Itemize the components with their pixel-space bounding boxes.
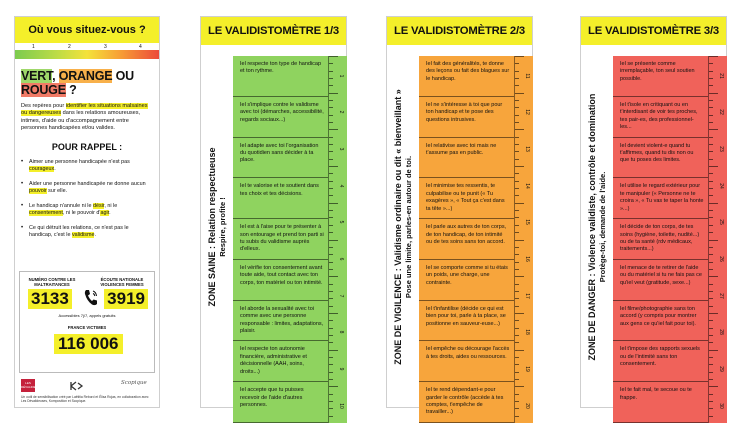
- headline-green: VERT: [21, 69, 53, 83]
- ruler-tick: [709, 372, 713, 373]
- intro-paragraph: [15, 101, 159, 134]
- ruler-tick: [709, 188, 713, 189]
- ruler-tick: [329, 372, 333, 373]
- ruler-tick: [329, 262, 333, 263]
- ruler-number: 29: [718, 366, 724, 372]
- ruler-tick: [515, 313, 524, 314]
- headline-end: ?: [65, 83, 77, 97]
- highlighted-text: courageux: [29, 166, 55, 173]
- validistometre-item: Iel aborde la sexualité avec toi comme avec une personne responsable : limites, adaptations, plaisir.: [233, 301, 328, 342]
- scale-number: 2: [68, 44, 71, 50]
- ruler-tick: [515, 401, 519, 402]
- text-segment: Aider une personne handicapée ne donne aucun: [29, 181, 146, 188]
- ruler-number: 2: [338, 110, 344, 114]
- ruler-tick: [329, 379, 333, 380]
- ruler-tick: [329, 225, 333, 226]
- text-segment: dans les relations amoureuses, intimes, d'aide ou d'accompagnement entre personnes handicapées et/ou valides.: [21, 110, 141, 131]
- ruler-tick: [709, 137, 713, 138]
- ruler-tick: [515, 254, 519, 255]
- ruler-tick: [515, 107, 519, 108]
- ruler-tick: [329, 63, 333, 64]
- text-segment: .: [109, 210, 111, 217]
- ruler-tick: [329, 107, 333, 108]
- validistometre-item: Iel adapte avec toi l'organisation du quotidien sans décider à ta place.: [233, 138, 328, 179]
- intro-card: [14, 16, 160, 408]
- highlighted-text: identifier les situations malsaines ou dangereuses: [21, 103, 148, 117]
- ruler-tick: [329, 181, 333, 182]
- ruler-tick: [329, 408, 333, 409]
- ruler-number: 1: [338, 74, 344, 77]
- text-segment: sur elle.: [46, 188, 68, 195]
- ruler-tick: [515, 217, 519, 218]
- ruler-tick: [709, 78, 713, 79]
- ruler-tick: [515, 306, 519, 307]
- ruler-number: 30: [718, 403, 724, 409]
- ruler-tick: [709, 122, 713, 123]
- ruler-tick: [515, 291, 519, 292]
- ruler-tick: [709, 379, 713, 380]
- ruler-tick: [329, 328, 333, 329]
- ruler-tick: [329, 159, 333, 160]
- ruler-number: 14: [524, 182, 530, 189]
- ruler-number: 15: [524, 219, 530, 226]
- ruler-tick: [329, 166, 338, 167]
- headline-red: ROUGE: [21, 83, 66, 97]
- ruler-number: 3: [338, 147, 344, 151]
- validistometre-item: Iel parle aux autres de ton corps, de ton handicap, de ton intimité ou de tes soins sans ton accord.: [419, 219, 514, 260]
- panel-title: LE VALIDISTOMÈTRE 3/3: [581, 17, 726, 45]
- ruler-tick: [709, 159, 713, 160]
- ruler-tick: [709, 262, 713, 263]
- ruler-number: 27: [718, 292, 724, 299]
- ruler-tick: [515, 408, 519, 409]
- validistometre-item: Iel fait des généralités, te donne des leçons ou fait des blagues sur le handicap.: [419, 56, 514, 97]
- validistometre-item: Iel respecte ton type de handicap et ton rythme.: [233, 56, 328, 97]
- ruler-tick: [515, 386, 524, 387]
- ruler-tick: [515, 328, 519, 329]
- ruler-tick: [329, 100, 333, 101]
- ruler-tick: [709, 56, 718, 57]
- ruler-tick: [709, 416, 713, 417]
- ruler-tick: [515, 372, 519, 373]
- scale-number: 3: [104, 44, 107, 50]
- zone-label: [581, 45, 613, 409]
- phone-icon: [83, 288, 99, 308]
- ruler-number: 12: [524, 109, 530, 115]
- helpline-box: [19, 271, 155, 373]
- ruler-tick: [515, 342, 519, 343]
- validistometre-item: Iel s'implique contre le validisme avec toi (démarches, accessibilité, regards sociaux...): [233, 97, 328, 138]
- ruler-number: 25: [718, 219, 724, 226]
- highlighted-text: désir: [92, 203, 105, 210]
- ruler-tick: [329, 78, 333, 79]
- highlighted-text: pouvoir: [29, 188, 47, 195]
- ruler-tick: [709, 254, 713, 255]
- ruler-tick: [515, 181, 519, 182]
- devalideuses-logo: LES DÉVALIDEUSES: [21, 379, 35, 392]
- ruler-tick: [329, 56, 338, 57]
- color-gradient-bar: [15, 50, 159, 59]
- text-segment: Le handicap n'annule ni le: [29, 203, 93, 210]
- ruler-tick: [329, 335, 333, 336]
- ruler-tick: [709, 232, 713, 233]
- validistometre-item: Iel accepte que tu puisses recevoir de l'aide d'autres personnes.: [233, 382, 328, 423]
- ruler-tick: [709, 291, 713, 292]
- ruler-tick: [709, 93, 718, 94]
- ruler-tick: [709, 195, 713, 196]
- ruler-tick: [329, 298, 333, 299]
- ruler-tick: [515, 159, 519, 160]
- ruler-number: 10: [338, 403, 344, 409]
- ruler-number: 22: [718, 109, 724, 115]
- intro-title: Où vous situez-vous ?: [15, 17, 159, 43]
- ruler-tick: [329, 284, 333, 285]
- highlighted-text: agir: [100, 210, 110, 217]
- ruler-tick: [709, 166, 718, 167]
- validistometre-item: Iel filme/photographie sans ton accord (y compris pour montrer aux gens ce qu'iel fait pour toi).: [613, 301, 708, 342]
- validistometre-item: Iel empêche ou décourage l'accès à tes droits, aides ou ressources.: [419, 341, 514, 382]
- ruler-tick: [329, 210, 333, 211]
- validistometre-item: Iel décide de ton corps, de tes soins (hygiène, toilette, nudité...) ou de ta santé (rdv médicaux, traitements...): [613, 219, 708, 260]
- ruler-tick: [329, 173, 333, 174]
- ruler-tick: [515, 269, 519, 270]
- ruler-tick: [515, 173, 519, 174]
- zone-subtitle: Respire, profite !: [218, 197, 227, 257]
- ruler-tick: [329, 269, 333, 270]
- validistometre-item: Iel te fait mal, te secoue ou te frappe.: [613, 382, 708, 423]
- rappel-item: [21, 225, 153, 239]
- scopique-logo: Scopique: [121, 380, 147, 386]
- ruler-tick: [709, 306, 713, 307]
- ruler-tick: [709, 350, 718, 351]
- zone-subtitle: Protège-toi, demande de l'aide.: [598, 171, 607, 283]
- ruler-number: 16: [524, 256, 530, 262]
- ruler-tick: [709, 85, 713, 86]
- panel-title: LE VALIDISTOMÈTRE 2/3: [387, 17, 532, 45]
- validistometre-item: Iel t'impose des rapports sexuels ou de l'intimité sans ton consentement.: [613, 341, 708, 382]
- text-segment: Aimer une personne handicapée n'est pas: [29, 159, 130, 166]
- ruler-tick: [709, 364, 713, 365]
- ruler-tick: [515, 93, 524, 94]
- ruler-tick: [709, 401, 713, 402]
- text-segment: .: [54, 166, 56, 173]
- ruler-tick: [515, 166, 524, 167]
- credit-text: Un outil de sensibilisation créé par Laëtitia Rebord et Élisa Rojas, en collaboration avec Les Dévalideuses, Komposition et Scopique.: [21, 395, 149, 404]
- zone-label: [201, 45, 233, 409]
- scale-number: 1: [32, 44, 35, 50]
- validistometre-panel-3: [580, 16, 727, 408]
- validistometre-item: Iel relativise avec toi mais ne t'assume pas en public.: [419, 138, 514, 179]
- zone-label: [387, 45, 419, 409]
- ruler-number: 11: [524, 72, 530, 79]
- ruler-tick: [709, 100, 713, 101]
- ruler-tick: [329, 401, 333, 402]
- ruler-tick: [709, 115, 713, 116]
- ruler-tick: [709, 225, 713, 226]
- items-column: [613, 56, 708, 423]
- ruler-tick: [329, 240, 338, 241]
- ruler-tick: [329, 254, 333, 255]
- ruler-tick: [329, 313, 338, 314]
- zone-title: ZONE DE DANGER : Violence validiste, contrôle et domination: [587, 93, 597, 361]
- ruler-tick: [329, 386, 338, 387]
- ruler-number: 17: [524, 292, 530, 299]
- ruler-tick: [709, 342, 713, 343]
- ruler-tick: [515, 56, 524, 57]
- ruler-tick: [329, 151, 333, 152]
- ruler-number: 28: [718, 329, 724, 336]
- zone-title: ZONE DE VIGILENCE : Validisme ordinaire ou dit « bienveillant »: [393, 89, 403, 365]
- ruler-tick: [329, 416, 333, 417]
- ruler-tick: [709, 284, 713, 285]
- ruler-tick: [329, 85, 333, 86]
- ruler-tick: [515, 115, 519, 116]
- validistometre-item: Iel est à l'aise pour te présenter à son entourage et prend ton parti si tu subis du validisme auprès d'elleux.: [233, 219, 328, 260]
- validistometre-item: Iel vérifie ton consentement avant toute aide, tout contact avec ton corps, ton matériel ou ton intimité.: [233, 260, 328, 301]
- ruler-tick: [515, 78, 519, 79]
- items-column: [233, 56, 328, 423]
- ruler-tick: [709, 394, 713, 395]
- ruler-tick: [515, 240, 524, 241]
- ruler-tick: [709, 408, 713, 409]
- ruler-number: 6: [338, 257, 344, 261]
- partner-logos: [21, 379, 153, 393]
- ruler-tick: [329, 306, 333, 307]
- ruler-number: 4: [338, 184, 344, 187]
- ruler-tick: [515, 144, 519, 145]
- ruler-tick: [515, 225, 519, 226]
- rappel-title: POUR RAPPEL :: [51, 142, 123, 153]
- validistometre-panel-2: [386, 16, 533, 416]
- ruler-tick: [709, 313, 718, 314]
- ruler-tick: [515, 416, 519, 417]
- ruler-tick: [329, 129, 338, 130]
- ruler-tick: [709, 71, 713, 72]
- validistometre-item: Iel devient violent-e quand tu t'affirmes, quand tu dis non ou que tu poses des limites.: [613, 138, 708, 179]
- ruler-tick: [329, 291, 333, 292]
- ruler-tick: [709, 298, 713, 299]
- ruler-tick: [329, 217, 333, 218]
- ruler-number: 8: [338, 331, 344, 334]
- scale-number: 4: [139, 44, 142, 50]
- ruler-number: 18: [524, 329, 530, 336]
- ruler: [328, 56, 347, 423]
- ruler-tick: [709, 357, 713, 358]
- text-segment: .: [94, 232, 96, 239]
- ruler-tick: [709, 386, 718, 387]
- ruler-number: 5: [338, 220, 344, 224]
- ruler-tick: [329, 357, 333, 358]
- ruler-tick: [515, 364, 519, 365]
- validistometre-item: Iel respecte ton autonomie financière, administrative et décisionnelle (AAH, soins, droits...): [233, 341, 328, 382]
- ruler-tick: [515, 151, 519, 152]
- ruler-tick: [329, 276, 338, 277]
- ruler-tick: [515, 195, 519, 196]
- ruler-tick: [709, 276, 718, 277]
- ruler-tick: [709, 129, 718, 130]
- ruler-tick: [515, 350, 524, 351]
- highlighted-text: validisme: [71, 232, 95, 239]
- ruler-tick: [515, 210, 519, 211]
- ruler-number: 23: [718, 146, 724, 152]
- headline-sep: ,: [52, 69, 59, 83]
- ruler-tick: [329, 342, 333, 343]
- ruler-tick: [515, 379, 519, 380]
- helpline-label: ÉCOUTE NATIONALE VIOLENCES FEMMES: [100, 277, 144, 288]
- ruler-tick: [329, 203, 338, 204]
- ruler-tick: [329, 144, 333, 145]
- ruler-tick: [329, 247, 333, 248]
- ruler-tick: [709, 203, 718, 204]
- ruler-tick: [515, 203, 524, 204]
- ruler-tick: [515, 63, 519, 64]
- ruler-tick: [515, 232, 519, 233]
- ruler-tick: [329, 320, 333, 321]
- ruler-tick: [709, 181, 713, 182]
- ruler-number: 26: [718, 256, 724, 262]
- ruler-tick: [709, 173, 713, 174]
- rappel-item: [21, 203, 153, 217]
- validistometre-item: Iel se comporte comme si tu étais un poids, une charge, une contrainte.: [419, 260, 514, 301]
- validistometre-panel-1: [200, 16, 347, 408]
- ruler-tick: [515, 276, 524, 277]
- text-segment: Des repères pour: [21, 103, 66, 109]
- helpline-number[interactable]: 3133: [28, 289, 72, 309]
- ruler-tick: [709, 151, 713, 152]
- validistometre-item: Iel ne s'intéresse à toi que pour ton handicap et te pose des questions intrusives.: [419, 97, 514, 138]
- ruler: [514, 56, 533, 423]
- ruler-tick: [329, 115, 333, 116]
- ruler-tick: [329, 188, 333, 189]
- ruler-tick: [515, 335, 519, 336]
- text-segment: , ni le pouvoir d': [62, 210, 101, 217]
- text-segment: , ni le: [104, 203, 118, 210]
- helpline-number[interactable]: 3919: [104, 289, 148, 309]
- rappel-item: [21, 181, 153, 195]
- validistometre-item: Iel t'isole en critiquant ou en t'interdisant de voir tes proches, tes pair-es, des professionnel-les...: [613, 97, 708, 138]
- ruler-number: 9: [338, 367, 344, 371]
- zone-subtitle: Pose une limite, parles-en autour de toi.: [404, 155, 413, 299]
- ruler-number: 24: [718, 182, 724, 189]
- ruler-tick: [709, 63, 713, 64]
- ruler-tick: [709, 240, 718, 241]
- ruler-tick: [329, 122, 333, 123]
- ruler-tick: [515, 262, 519, 263]
- ruler-tick: [709, 335, 713, 336]
- ruler-tick: [515, 129, 524, 130]
- validistometre-item: Iel minimise tes ressentis, te culpabilise ou te punit (« Tu exagères », « Tout ça c'est dans ta tête »...): [419, 178, 514, 219]
- ruler-tick: [709, 107, 713, 108]
- items-column: [419, 56, 514, 423]
- highlighted-text: consentement: [29, 210, 63, 217]
- rappel-item: [21, 159, 153, 173]
- validistometre-item: Iel te valorise et te soutient dans tes choix et tes décisions.: [233, 178, 328, 219]
- validistometre-item: Iel menace de te retirer de l'aide ou du matériel si tu ne fais pas ce qu'iel veut (gratitude, sexe...): [613, 260, 708, 301]
- ruler-tick: [329, 137, 333, 138]
- helpline-label: FRANCE VICTIMES: [67, 325, 107, 330]
- ruler-tick: [515, 284, 519, 285]
- ruler-tick: [515, 137, 519, 138]
- headline-sep: OU: [112, 69, 134, 83]
- ruler-tick: [709, 144, 713, 145]
- helpline-number[interactable]: 116 006: [54, 334, 123, 354]
- ruler-tick: [515, 188, 519, 189]
- komposition-logo-icon: [69, 381, 85, 391]
- ruler-number: 7: [338, 294, 344, 298]
- ruler-tick: [329, 364, 333, 365]
- ruler-tick: [515, 122, 519, 123]
- panel-title: LE VALIDISTOMÈTRE 1/3: [201, 17, 346, 45]
- ruler-tick: [515, 247, 519, 248]
- ruler-tick: [329, 93, 338, 94]
- ruler-tick: [709, 247, 713, 248]
- ruler-tick: [709, 328, 713, 329]
- text-segment: Ce qui détruit les relations, ce n'est pas le handicap, c'est le: [29, 225, 129, 239]
- ruler-tick: [709, 210, 713, 211]
- ruler-tick: [709, 269, 713, 270]
- helpline-note: Accessibles 7j/7, appels gratuits: [58, 313, 116, 318]
- ruler-tick: [709, 217, 713, 218]
- ruler-tick: [329, 394, 333, 395]
- ruler-tick: [515, 71, 519, 72]
- ruler-number: 19: [524, 366, 530, 372]
- color-headline: [15, 61, 159, 101]
- ruler-tick: [515, 320, 519, 321]
- ruler-tick: [515, 298, 519, 299]
- validistometre-item: Iel se présente comme irremplaçable, ton seul soutien possible.: [613, 56, 708, 97]
- color-scale-ruler: [15, 43, 159, 61]
- rappel-list: [15, 159, 159, 239]
- helpline-label: NUMÉRO CONTRE LES MALTRAITANCES: [28, 277, 76, 288]
- ruler-tick: [329, 71, 333, 72]
- ruler-tick: [515, 85, 519, 86]
- ruler-tick: [515, 394, 519, 395]
- ruler-number: 20: [524, 403, 530, 409]
- headline-orange: ORANGE: [58, 69, 113, 83]
- ruler-tick: [515, 357, 519, 358]
- ruler: [708, 56, 727, 423]
- zone-title: ZONE SAINE : Relation respectueuse: [207, 147, 217, 307]
- ruler-tick: [329, 232, 333, 233]
- validistometre-item: Iel t'infantilise (décide ce qui est bien pour toi, parle à ta place, se positionne en sauveur-euse...): [419, 301, 514, 342]
- validistometre-item: Iel utilise le regard extérieur pour te manipuler (« Personne ne te croira », « Tu vas te taper la honte »...): [613, 178, 708, 219]
- ruler-tick: [329, 350, 338, 351]
- validistometre-item: Iel te rend dépendant-e pour garder le contrôle (accède à tes comptes, t'empêche de travailler...): [419, 382, 514, 423]
- ruler-number: 13: [524, 146, 530, 152]
- ruler-tick: [329, 195, 333, 196]
- ruler-number: 21: [718, 72, 724, 79]
- ruler-tick: [709, 320, 713, 321]
- ruler-tick: [515, 100, 519, 101]
